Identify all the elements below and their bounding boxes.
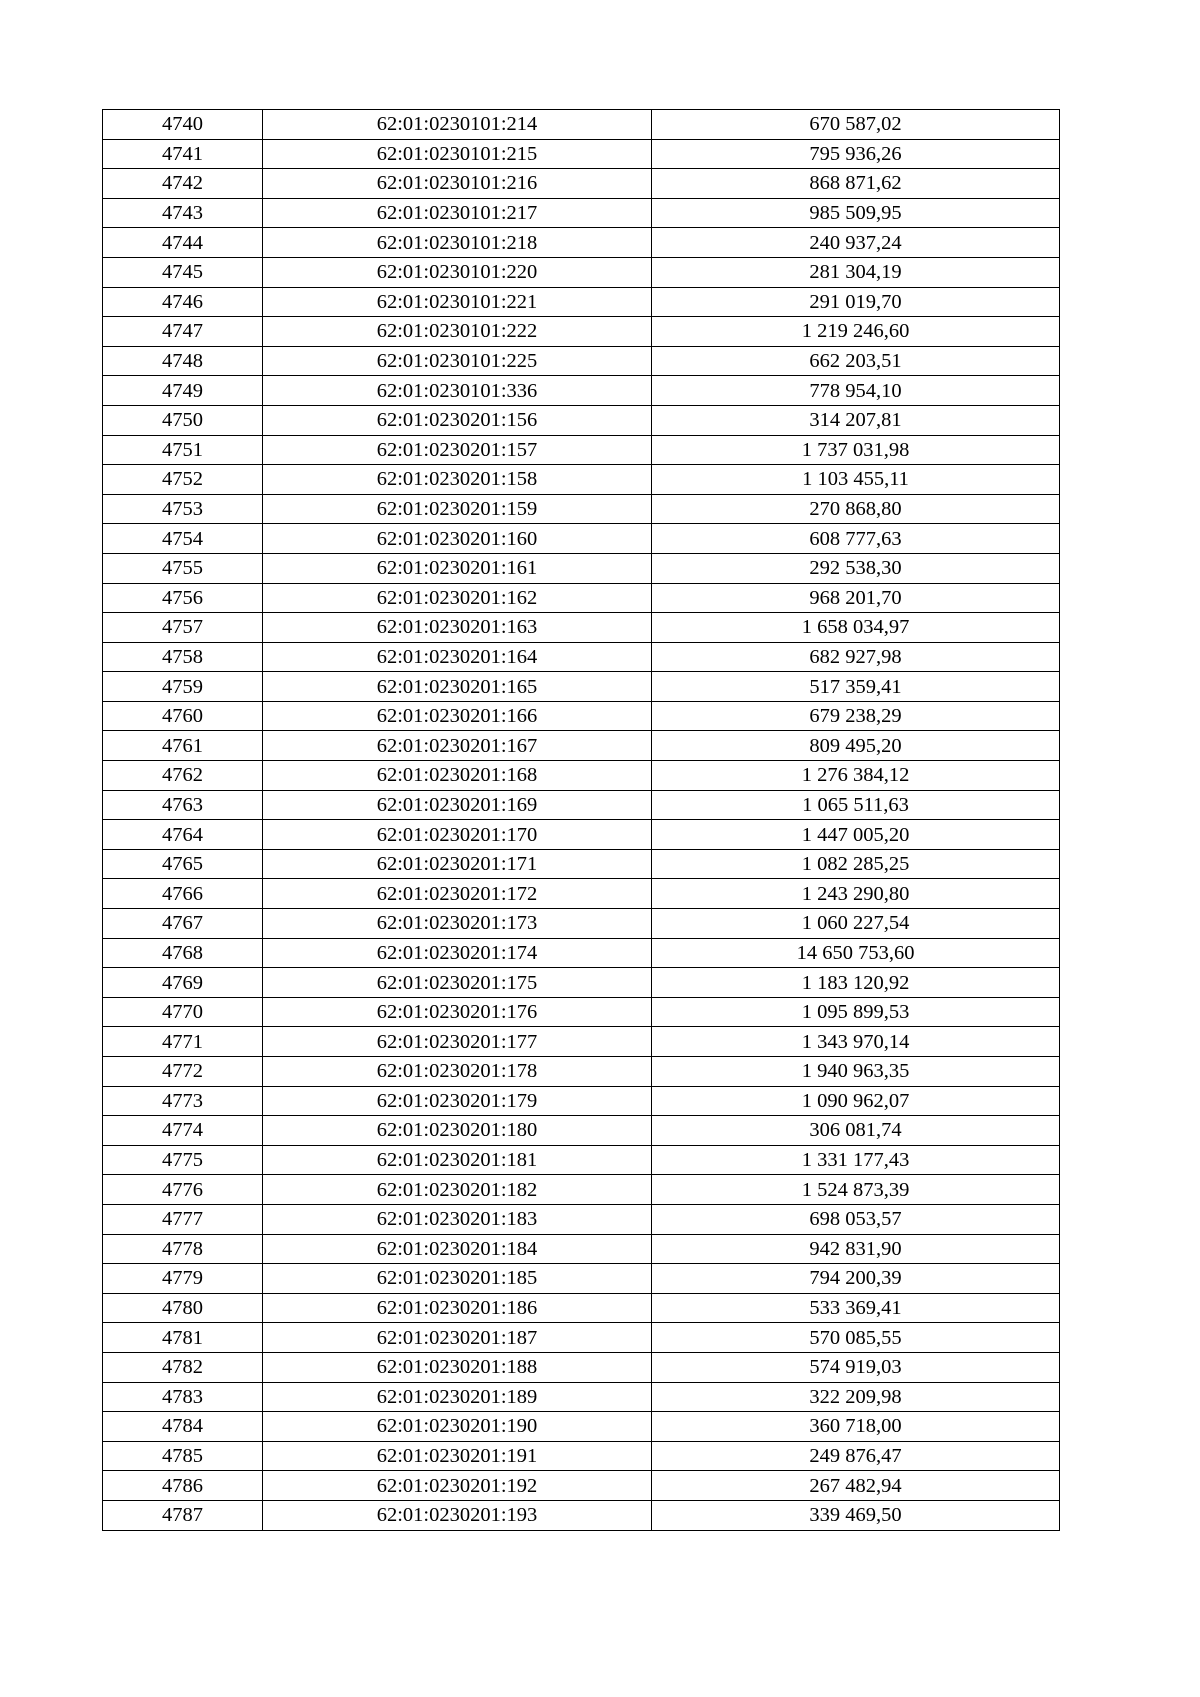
cadastral-number-cell: 62:01:0230201:166 — [263, 701, 652, 731]
row-number-cell: 4752 — [103, 465, 263, 495]
cadastral-number-cell: 62:01:0230101:214 — [263, 110, 652, 140]
table-row — [103, 849, 1060, 879]
row-number-cell: 4749 — [103, 376, 263, 406]
cadastral-number-cell: 62:01:0230201:190 — [263, 1412, 652, 1442]
value-cell: 985 509,95 — [652, 198, 1060, 228]
value-cell: 1 447 005,20 — [652, 820, 1060, 850]
table-row — [103, 405, 1060, 435]
table-body — [103, 110, 1060, 1531]
row-number-cell: 4750 — [103, 405, 263, 435]
cadastral-number-cell: 62:01:0230101:218 — [263, 228, 652, 258]
value-cell: 574 919,03 — [652, 1352, 1060, 1382]
value-cell: 281 304,19 — [652, 257, 1060, 287]
table-row — [103, 909, 1060, 939]
table-row — [103, 1412, 1060, 1442]
cadastral-number-cell: 62:01:0230201:184 — [263, 1234, 652, 1264]
value-cell: 795 936,26 — [652, 139, 1060, 169]
row-number-cell: 4747 — [103, 317, 263, 347]
table-row — [103, 701, 1060, 731]
table-row — [103, 1441, 1060, 1471]
table-row — [103, 1204, 1060, 1234]
cadastral-number-cell: 62:01:0230201:189 — [263, 1382, 652, 1412]
cadastral-value-table — [102, 109, 1060, 1531]
table-row — [103, 346, 1060, 376]
table-row — [103, 642, 1060, 672]
table-row — [103, 1086, 1060, 1116]
row-number-cell: 4772 — [103, 1057, 263, 1087]
cadastral-number-cell: 62:01:0230201:182 — [263, 1175, 652, 1205]
value-cell: 14 650 753,60 — [652, 938, 1060, 968]
row-number-cell: 4740 — [103, 110, 263, 140]
value-cell: 942 831,90 — [652, 1234, 1060, 1264]
table-row — [103, 494, 1060, 524]
cadastral-number-cell: 62:01:0230201:175 — [263, 968, 652, 998]
cadastral-number-cell: 62:01:0230101:222 — [263, 317, 652, 347]
table-row — [103, 761, 1060, 791]
cadastral-number-cell: 62:01:0230101:225 — [263, 346, 652, 376]
value-cell: 1 940 963,35 — [652, 1057, 1060, 1087]
cadastral-number-cell: 62:01:0230101:221 — [263, 287, 652, 317]
row-number-cell: 4777 — [103, 1204, 263, 1234]
value-cell: 1 090 962,07 — [652, 1086, 1060, 1116]
table-row — [103, 1116, 1060, 1146]
value-cell: 517 359,41 — [652, 672, 1060, 702]
value-cell: 1 276 384,12 — [652, 761, 1060, 791]
value-cell: 1 658 034,97 — [652, 613, 1060, 643]
row-number-cell: 4773 — [103, 1086, 263, 1116]
row-number-cell: 4767 — [103, 909, 263, 939]
cadastral-number-cell: 62:01:0230201:169 — [263, 790, 652, 820]
table-row — [103, 1500, 1060, 1530]
value-cell: 868 871,62 — [652, 169, 1060, 199]
table-row — [103, 1293, 1060, 1323]
value-cell: 968 201,70 — [652, 583, 1060, 613]
row-number-cell: 4760 — [103, 701, 263, 731]
value-cell: 270 868,80 — [652, 494, 1060, 524]
row-number-cell: 4782 — [103, 1352, 263, 1382]
row-number-cell: 4768 — [103, 938, 263, 968]
row-number-cell: 4783 — [103, 1382, 263, 1412]
row-number-cell: 4759 — [103, 672, 263, 702]
cadastral-number-cell: 62:01:0230201:164 — [263, 642, 652, 672]
cadastral-number-cell: 62:01:0230201:158 — [263, 465, 652, 495]
table-row — [103, 228, 1060, 258]
table-row — [103, 1382, 1060, 1412]
cadastral-number-cell: 62:01:0230201:168 — [263, 761, 652, 791]
cadastral-number-cell: 62:01:0230201:162 — [263, 583, 652, 613]
cadastral-number-cell: 62:01:0230201:163 — [263, 613, 652, 643]
row-number-cell: 4774 — [103, 1116, 263, 1146]
table-row — [103, 613, 1060, 643]
row-number-cell: 4761 — [103, 731, 263, 761]
row-number-cell: 4743 — [103, 198, 263, 228]
cadastral-number-cell: 62:01:0230201:187 — [263, 1323, 652, 1353]
table-row — [103, 1057, 1060, 1087]
value-cell: 249 876,47 — [652, 1441, 1060, 1471]
table-row — [103, 139, 1060, 169]
cadastral-number-cell: 62:01:0230201:183 — [263, 1204, 652, 1234]
table-row — [103, 790, 1060, 820]
cadastral-number-cell: 62:01:0230101:217 — [263, 198, 652, 228]
row-number-cell: 4755 — [103, 553, 263, 583]
value-cell: 670 587,02 — [652, 110, 1060, 140]
cadastral-number-cell: 62:01:0230101:215 — [263, 139, 652, 169]
value-cell: 1 737 031,98 — [652, 435, 1060, 465]
row-number-cell: 4764 — [103, 820, 263, 850]
cadastral-number-cell: 62:01:0230201:186 — [263, 1293, 652, 1323]
cadastral-number-cell: 62:01:0230201:171 — [263, 849, 652, 879]
row-number-cell: 4776 — [103, 1175, 263, 1205]
cadastral-number-cell: 62:01:0230201:185 — [263, 1264, 652, 1294]
row-number-cell: 4780 — [103, 1293, 263, 1323]
cadastral-number-cell: 62:01:0230201:157 — [263, 435, 652, 465]
cadastral-number-cell: 62:01:0230201:156 — [263, 405, 652, 435]
table-row — [103, 938, 1060, 968]
value-cell: 533 369,41 — [652, 1293, 1060, 1323]
table-row — [103, 287, 1060, 317]
row-number-cell: 4744 — [103, 228, 263, 258]
table-row — [103, 1175, 1060, 1205]
row-number-cell: 4754 — [103, 524, 263, 554]
value-cell: 1 524 873,39 — [652, 1175, 1060, 1205]
table-row — [103, 1323, 1060, 1353]
row-number-cell: 4763 — [103, 790, 263, 820]
cadastral-number-cell: 62:01:0230201:176 — [263, 997, 652, 1027]
cadastral-number-cell: 62:01:0230201:174 — [263, 938, 652, 968]
row-number-cell: 4779 — [103, 1264, 263, 1294]
value-cell: 1 243 290,80 — [652, 879, 1060, 909]
table-row — [103, 820, 1060, 850]
table-row — [103, 1471, 1060, 1501]
row-number-cell: 4742 — [103, 169, 263, 199]
table-row — [103, 524, 1060, 554]
cadastral-number-cell: 62:01:0230201:177 — [263, 1027, 652, 1057]
row-number-cell: 4769 — [103, 968, 263, 998]
value-cell: 698 053,57 — [652, 1204, 1060, 1234]
row-number-cell: 4741 — [103, 139, 263, 169]
table-row — [103, 1145, 1060, 1175]
value-cell: 1 219 246,60 — [652, 317, 1060, 347]
row-number-cell: 4756 — [103, 583, 263, 613]
value-cell: 1 103 455,11 — [652, 465, 1060, 495]
value-cell: 1 060 227,54 — [652, 909, 1060, 939]
row-number-cell: 4770 — [103, 997, 263, 1027]
value-cell: 314 207,81 — [652, 405, 1060, 435]
cadastral-number-cell: 62:01:0230201:167 — [263, 731, 652, 761]
value-cell: 1 082 285,25 — [652, 849, 1060, 879]
cadastral-number-cell: 62:01:0230201:191 — [263, 1441, 652, 1471]
cadastral-number-cell: 62:01:0230101:216 — [263, 169, 652, 199]
value-cell: 1 065 511,63 — [652, 790, 1060, 820]
row-number-cell: 4787 — [103, 1500, 263, 1530]
row-number-cell: 4781 — [103, 1323, 263, 1353]
table-row — [103, 169, 1060, 199]
row-number-cell: 4748 — [103, 346, 263, 376]
value-cell: 662 203,51 — [652, 346, 1060, 376]
value-cell: 267 482,94 — [652, 1471, 1060, 1501]
table-row — [103, 553, 1060, 583]
cadastral-number-cell: 62:01:0230201:170 — [263, 820, 652, 850]
table-row — [103, 376, 1060, 406]
row-number-cell: 4786 — [103, 1471, 263, 1501]
value-cell: 322 209,98 — [652, 1382, 1060, 1412]
row-number-cell: 4765 — [103, 849, 263, 879]
table-row — [103, 435, 1060, 465]
table-row — [103, 465, 1060, 495]
row-number-cell: 4784 — [103, 1412, 263, 1442]
value-cell: 608 777,63 — [652, 524, 1060, 554]
value-cell: 339 469,50 — [652, 1500, 1060, 1530]
cadastral-number-cell: 62:01:0230201:180 — [263, 1116, 652, 1146]
row-number-cell: 4762 — [103, 761, 263, 791]
row-number-cell: 4751 — [103, 435, 263, 465]
cadastral-number-cell: 62:01:0230201:188 — [263, 1352, 652, 1382]
value-cell: 682 927,98 — [652, 642, 1060, 672]
value-cell: 794 200,39 — [652, 1264, 1060, 1294]
cadastral-number-cell: 62:01:0230201:173 — [263, 909, 652, 939]
table-row — [103, 1352, 1060, 1382]
cadastral-number-cell: 62:01:0230201:181 — [263, 1145, 652, 1175]
row-number-cell: 4757 — [103, 613, 263, 643]
cadastral-number-cell: 62:01:0230201:159 — [263, 494, 652, 524]
cadastral-number-cell: 62:01:0230201:172 — [263, 879, 652, 909]
row-number-cell: 4778 — [103, 1234, 263, 1264]
table-row — [103, 968, 1060, 998]
row-number-cell: 4758 — [103, 642, 263, 672]
table-row — [103, 1027, 1060, 1057]
value-cell: 306 081,74 — [652, 1116, 1060, 1146]
value-cell: 1 331 177,43 — [652, 1145, 1060, 1175]
value-cell: 570 085,55 — [652, 1323, 1060, 1353]
row-number-cell: 4766 — [103, 879, 263, 909]
row-number-cell: 4745 — [103, 257, 263, 287]
value-cell: 292 538,30 — [652, 553, 1060, 583]
row-number-cell: 4753 — [103, 494, 263, 524]
cadastral-number-cell: 62:01:0230201:179 — [263, 1086, 652, 1116]
value-cell: 1 095 899,53 — [652, 997, 1060, 1027]
table-row — [103, 317, 1060, 347]
cadastral-number-cell: 62:01:0230201:178 — [263, 1057, 652, 1087]
value-cell: 240 937,24 — [652, 228, 1060, 258]
value-cell: 291 019,70 — [652, 287, 1060, 317]
cadastral-number-cell: 62:01:0230201:160 — [263, 524, 652, 554]
row-number-cell: 4785 — [103, 1441, 263, 1471]
table-row — [103, 1234, 1060, 1264]
value-cell: 360 718,00 — [652, 1412, 1060, 1442]
cadastral-number-cell: 62:01:0230101:220 — [263, 257, 652, 287]
table-row — [103, 257, 1060, 287]
table-row — [103, 583, 1060, 613]
cadastral-number-cell: 62:01:0230201:165 — [263, 672, 652, 702]
value-cell: 809 495,20 — [652, 731, 1060, 761]
row-number-cell: 4775 — [103, 1145, 263, 1175]
value-cell: 679 238,29 — [652, 701, 1060, 731]
table-row — [103, 1264, 1060, 1294]
cadastral-number-cell: 62:01:0230101:336 — [263, 376, 652, 406]
table-row — [103, 879, 1060, 909]
row-number-cell: 4771 — [103, 1027, 263, 1057]
row-number-cell: 4746 — [103, 287, 263, 317]
table-row — [103, 997, 1060, 1027]
value-cell: 1 183 120,92 — [652, 968, 1060, 998]
cadastral-number-cell: 62:01:0230201:193 — [263, 1500, 652, 1530]
cadastral-number-cell: 62:01:0230201:161 — [263, 553, 652, 583]
value-cell: 1 343 970,14 — [652, 1027, 1060, 1057]
table-row — [103, 672, 1060, 702]
table-row — [103, 110, 1060, 140]
value-cell: 778 954,10 — [652, 376, 1060, 406]
table-row — [103, 731, 1060, 761]
cadastral-number-cell: 62:01:0230201:192 — [263, 1471, 652, 1501]
table-row — [103, 198, 1060, 228]
